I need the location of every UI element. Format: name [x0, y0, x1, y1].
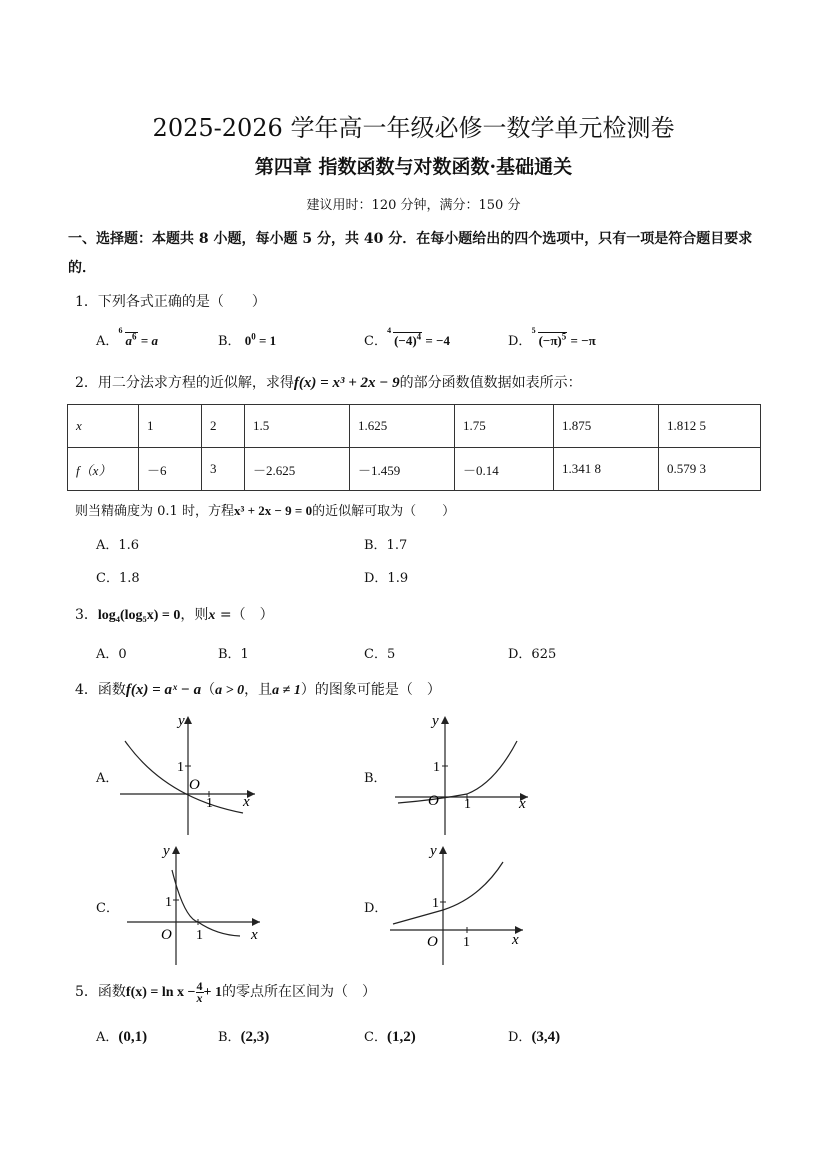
q1-stem: 1．下列各式正确的是（ ）: [75, 294, 266, 310]
q5-option-a: A．(0,1): [96, 1029, 148, 1045]
q2-equation: x³ + 2x − 9 = 0: [233, 503, 313, 518]
q1-a-radical: 6 $a^6$: [118, 325, 137, 348]
axis-y-label: y: [178, 713, 185, 729]
q5-option-b: B．(2,3): [218, 1029, 270, 1045]
q1-a-label: A．: [96, 334, 119, 349]
q1-c-label: C．: [364, 334, 387, 349]
origin-label: O: [161, 927, 172, 943]
q2-option-d: D．1.9: [364, 571, 409, 586]
tick-one-y: 1: [432, 896, 439, 911]
q5-option-c: C．(1,2): [364, 1029, 416, 1045]
q2-option-c: C．1.8: [96, 571, 140, 586]
q4-graph-a: [115, 708, 260, 838]
timing-info: 建议用时：120 分钟，满分：150 分: [306, 198, 521, 213]
q2-value-table: [67, 404, 761, 491]
q3-option-b: B．1: [218, 647, 249, 662]
axis-x-label: x: [251, 927, 258, 943]
q5-option-d: D．(3,4): [508, 1029, 561, 1045]
chapter-subtitle: 第四章 指数函数与对数函数·基础通关: [254, 156, 573, 178]
q3-option-a: A．0: [96, 647, 127, 662]
q1-option-d: D． 5 $(-\pi)^5 = -\pi$: [508, 325, 596, 349]
q5-stem: 5．函数f(x) = ln x − $\frac{4}{x}$ + 1的零点所在区间为（ ）: [75, 978, 377, 1005]
q1-b-label: B．: [218, 334, 241, 349]
tick-one-x: 1: [463, 935, 470, 950]
q4-stem: 4．函数f(x) = aˣ − a（a > 0，且a ≠ 1）的图象可能是（ ）: [75, 682, 441, 698]
origin-label: O: [427, 934, 438, 950]
q5-function-lhs: f(x) = ln x −: [125, 985, 196, 1000]
tick-one-x: 1: [196, 928, 203, 943]
q2-function: f(x) = x³ + 2x − 9: [293, 375, 400, 391]
q1-d-radical: 5 $(-\pi)^5$: [531, 325, 567, 348]
q3-stem: 3．log₄(log₅x) = 0，则x =（ ）: [75, 607, 274, 623]
q1-c-radical: 4 $(-4)^4$: [387, 325, 422, 348]
q4-graph-d: [385, 838, 530, 968]
q5-fraction: $\frac{4}{x}$: [196, 978, 203, 1005]
table-row: f（x） －6 3 －2.625 －1.459 －0.14 1.341 8 0.579 3: [68, 448, 761, 491]
q1-d-label: D．: [508, 334, 532, 349]
tick-one-y: 1: [177, 760, 184, 775]
q3-option-d: D．625: [508, 647, 557, 662]
q4-option-a-label: A．: [96, 771, 119, 786]
tick-one-x: 1: [464, 797, 471, 812]
origin-label: O: [189, 777, 200, 793]
section-heading: 一、选择题：本题共 8 小题，每小题 5 分，共 40 分．在每小题给出的四个选项中，只有一项是符合题目要求的．: [68, 231, 753, 276]
axis-x-label: x: [243, 794, 250, 810]
q3-expression: log₄(log₅x) = 0: [97, 608, 181, 623]
q4-option-b-label: B．: [364, 771, 387, 786]
q4-option-d-label: D．: [364, 901, 388, 916]
q4-function: f(x) = aˣ − a: [125, 682, 202, 698]
q4-graph-b: [390, 708, 535, 838]
axis-x-label: x: [519, 796, 526, 812]
origin-label: O: [428, 793, 439, 809]
q4-graph-c: [122, 838, 267, 968]
q2-followup: 则当精确度为 0.1 时，方程x³ + 2x − 9 = 0的近似解可取为（ ）: [75, 503, 456, 519]
q2-stem: 2．用二分法求方程的近似解，求得f(x) = x³ + 2x − 9的部分函数值数据如表所示：: [75, 375, 582, 391]
axis-y-label: y: [430, 843, 437, 859]
q3-option-c: C．5: [364, 647, 396, 662]
q1-option-a: A． 6 $a^6 = a$: [96, 325, 158, 349]
q2-option-b: B．1.7: [364, 538, 408, 553]
tick-one-y: 1: [165, 895, 172, 910]
q2-option-a: A．1.6: [96, 538, 140, 553]
axis-x-label: x: [512, 932, 519, 948]
exam-title: 2025-2026 学年高一年级必修一数学单元检测卷: [152, 114, 675, 142]
q4-option-c-label: C．: [96, 901, 119, 916]
axis-y-label: y: [432, 713, 439, 729]
tick-one-x: 1: [206, 796, 213, 811]
table-row: x 1 2 1.5 1.625 1.75 1.875 1.812 5: [68, 405, 761, 448]
tick-one-y: 1: [433, 760, 440, 775]
q1-option-c: C． 4 $(-4)^4 = -4$: [364, 325, 450, 349]
q1-option-b: B． $0^0 = 1$: [218, 331, 277, 349]
axis-y-label: y: [163, 843, 170, 859]
